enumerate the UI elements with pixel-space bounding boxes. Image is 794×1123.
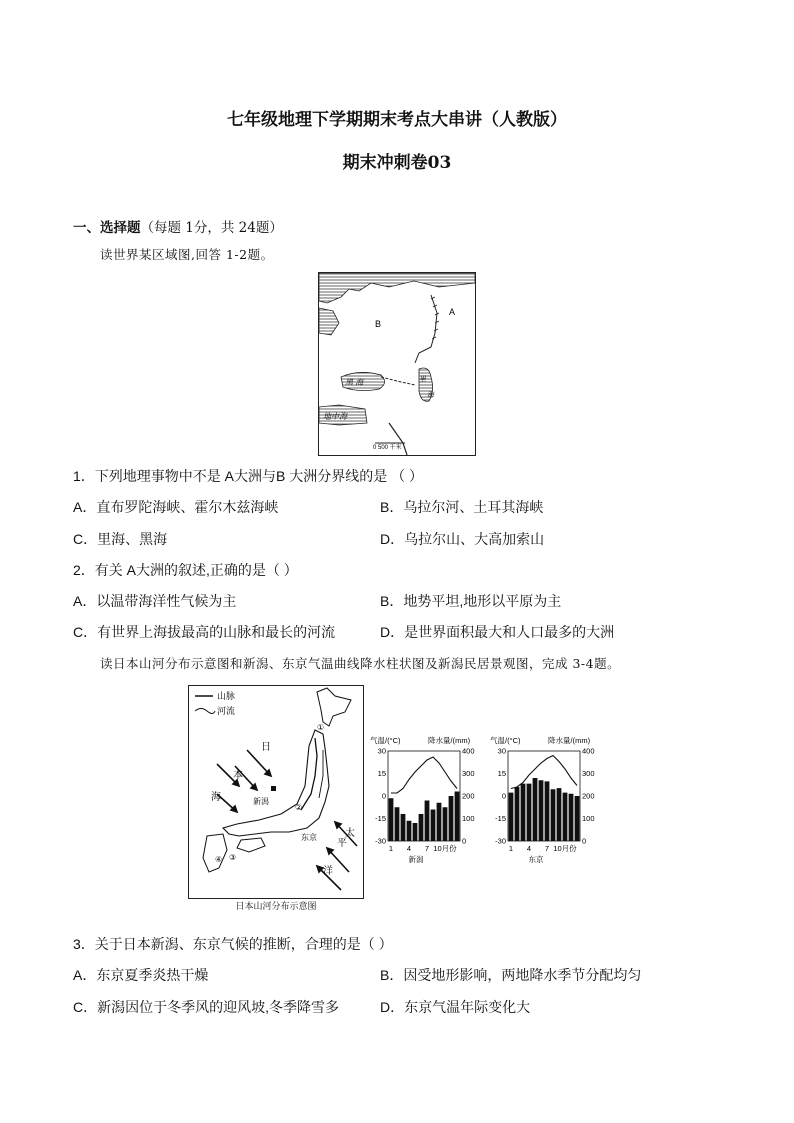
japan-map-svg <box>189 686 363 898</box>
chart-2-temp-tick: 15 <box>497 769 506 778</box>
q1-option-b[interactable]: B．乌拉尔河、土耳其海峡 <box>380 499 544 515</box>
label-b: B <box>375 319 382 329</box>
chart-2-precip-tick: 200 <box>582 791 595 801</box>
chart-1-ylabel-right: 降水量/(mm) <box>428 736 471 745</box>
section-note: （每题 1分，共 24题） <box>140 220 283 236</box>
label-ping: 平 <box>337 838 347 849</box>
chart-2-x-tick: 7 <box>544 844 550 853</box>
chart-2-precip-bar <box>569 794 574 841</box>
shikoku <box>237 838 265 852</box>
q3-option-a[interactable]: A．东京夏季炎热干燥 <box>73 967 209 983</box>
chart-1-temp-tick: 30 <box>377 746 386 756</box>
chart-2-precip-bar <box>551 789 556 841</box>
intro-1: 读世界某区域图,回答 1-2题。 <box>100 247 274 262</box>
chart-1-precip-bar <box>431 810 436 842</box>
chart-1-precip-bar <box>419 814 424 841</box>
intro-2: 读日本山河分布示意图和新潟、东京气温曲线降水柱状图及新潟民居景观图，完成 3-4题。 <box>100 656 621 671</box>
chart-2-x-tick: 4 <box>526 844 532 853</box>
chart-1-precip-tick: 300 <box>462 769 475 778</box>
chart-1-temp-tick: 0 <box>381 791 386 801</box>
label-tokyo: 东京 <box>301 833 317 842</box>
q2-option-c[interactable]: C．有世界上海拔最高的山脉和最长的河流 <box>73 624 336 640</box>
chart-2-temp-tick: -15 <box>495 814 506 823</box>
q2-option-a[interactable]: A．以温带海洋性气候为主 <box>73 593 237 609</box>
label-ri: 日 <box>261 742 271 753</box>
chart-2-precip-bar <box>515 787 520 841</box>
chart-2-temp-tick: -30 <box>495 836 506 846</box>
chart-2-title: 东京 <box>528 855 544 864</box>
chart-1-precip-bar <box>455 792 460 842</box>
chart-2-precip-bar <box>545 781 550 841</box>
label-num-1: ① <box>317 723 325 732</box>
chart-2-ylabel-right: 降水量/(mm) <box>548 736 591 745</box>
chart-2-precip-tick: 100 <box>582 814 595 823</box>
section-label: 一、选择题 <box>73 220 141 236</box>
chart-2-precip-bar <box>521 784 526 841</box>
chart-2-precip-bar <box>527 784 532 841</box>
hokkaido <box>317 688 351 726</box>
label-ben: 本 <box>233 770 243 781</box>
chart-1-precip-bar <box>389 798 394 841</box>
japan-map <box>188 685 364 899</box>
caucasus-line <box>381 377 415 385</box>
legend-river: 河流 <box>217 706 236 716</box>
label-a: A <box>449 307 456 317</box>
chart-1-precip-bar <box>425 801 430 842</box>
q3-option-b[interactable]: B．因受地形影响，两地降水季节分配均匀 <box>380 967 642 983</box>
chart-2-precip-bar <box>557 788 562 841</box>
q2-option-b[interactable]: B．地势平坦,地形以平原为主 <box>380 593 562 609</box>
arctic-sea <box>319 273 475 303</box>
chart-2-temp-tick: 30 <box>497 746 506 756</box>
chart-2-precip-tick: 300 <box>582 769 595 778</box>
q3-option-d[interactable]: D．东京气温年际变化大 <box>380 999 531 1015</box>
legend-river-line <box>195 709 215 714</box>
chart-1-precip-bar <box>443 807 448 841</box>
chart-2-x-tick: 1 <box>508 844 514 853</box>
chart-2-precip-bar <box>575 796 580 841</box>
label-niigata: 新潟 <box>253 797 269 806</box>
chart-1-title: 新潟 <box>408 855 424 864</box>
chart-1-precip-bar <box>413 823 418 841</box>
ural-line <box>415 295 437 363</box>
chart-2-temp-line <box>511 756 577 789</box>
q2-option-d[interactable]: D．是世界面积最大和人口最多的大洲 <box>380 624 615 640</box>
chart-1-precip-bar <box>449 796 454 841</box>
kyushu <box>203 834 227 872</box>
page-subtitle: 期末冲刺卷03 <box>342 153 452 173</box>
page-title: 七年级地理下学期期末考点大串讲（人教版） <box>227 110 567 130</box>
niigata-marker <box>271 786 276 791</box>
q3-option-c[interactable]: C．新潟因位于冬季风的迎风坡,冬季降雪多 <box>73 999 339 1015</box>
chart-1-precip-tick: 100 <box>462 814 475 823</box>
japan-map-caption: 日本山河分布示意图 <box>235 901 317 911</box>
q2-stem: 2．有关 A大洲的叙述,正确的是（ ） <box>73 562 298 578</box>
chart-2-precip-bar <box>539 780 544 841</box>
chart-1-precip-bar <box>407 821 412 841</box>
chart-2-x-tick: 10月份 <box>553 844 577 853</box>
q1-option-a[interactable]: A．直布罗陀海峡、霍尔木兹海峡 <box>73 499 279 515</box>
chart-1-temp-tick: 15 <box>377 769 386 778</box>
label-num-4: ④ <box>215 855 223 864</box>
chart-1-precip-tick: 0 <box>462 836 467 846</box>
section-heading <box>73 216 283 236</box>
chart-1-x-tick: 1 <box>388 844 394 853</box>
chart-1-x-tick: 10月份 <box>433 844 457 853</box>
chart-1-precip-bar <box>395 807 400 841</box>
scale-label: 0 500 千米 <box>373 445 402 451</box>
climate-charts <box>368 733 608 869</box>
chart-1-x-tick: 7 <box>424 844 430 853</box>
chart-1-ylabel-left: 气温/(°C) <box>370 736 401 745</box>
label-hai: 海 <box>211 792 221 803</box>
chart-2-temp-tick: 0 <box>501 791 506 801</box>
label-num-2: ② <box>295 803 303 812</box>
chart-2-precip-bar <box>533 778 538 841</box>
q1-option-d[interactable]: D．乌拉尔山、大高加索山 <box>380 531 545 547</box>
chart-1-precip-tick: 400 <box>462 746 475 756</box>
baltic-sea <box>319 308 339 335</box>
label-caspian-2: 海 <box>427 392 434 399</box>
chart-1-temp-tick: -30 <box>375 836 386 846</box>
chart-2-precip-tick: 0 <box>582 836 587 846</box>
world-region-map-svg <box>319 273 475 455</box>
chart-1-precip-bar <box>401 814 406 841</box>
label-mediterranean: 地中海 <box>323 412 347 421</box>
world-region-map <box>318 272 476 456</box>
legend-mountain: 山脉 <box>217 691 236 701</box>
chart-1-temp-line <box>391 757 457 793</box>
chart-1-precip-bar <box>437 803 442 841</box>
label-yang: 洋 <box>323 866 333 877</box>
chart-2-precip-bar <box>509 793 514 841</box>
chart-1-x-tick: 4 <box>406 844 412 853</box>
chart-2-precip-bar <box>563 793 568 841</box>
chart-1-temp-tick: -15 <box>375 814 386 823</box>
q1-stem: 1．下列地理事物中不是 A大洲与B 大洲分界线的是 （ ） <box>73 468 424 484</box>
chart-2-ylabel-left: 气温/(°C) <box>490 736 521 745</box>
label-num-3: ③ <box>229 853 237 862</box>
label-caspian-1: 里 <box>419 376 426 383</box>
label-tai: 太 <box>345 828 355 839</box>
chart-1-precip-tick: 200 <box>462 791 475 801</box>
label-black-sea: 黑 海 <box>345 378 364 387</box>
q1-option-c[interactable]: C．里海、黑海 <box>73 531 168 547</box>
chart-2-precip-tick: 400 <box>582 746 595 756</box>
q3-stem: 3．关于日本新潟、东京气候的推断，合理的是（ ） <box>73 936 393 952</box>
